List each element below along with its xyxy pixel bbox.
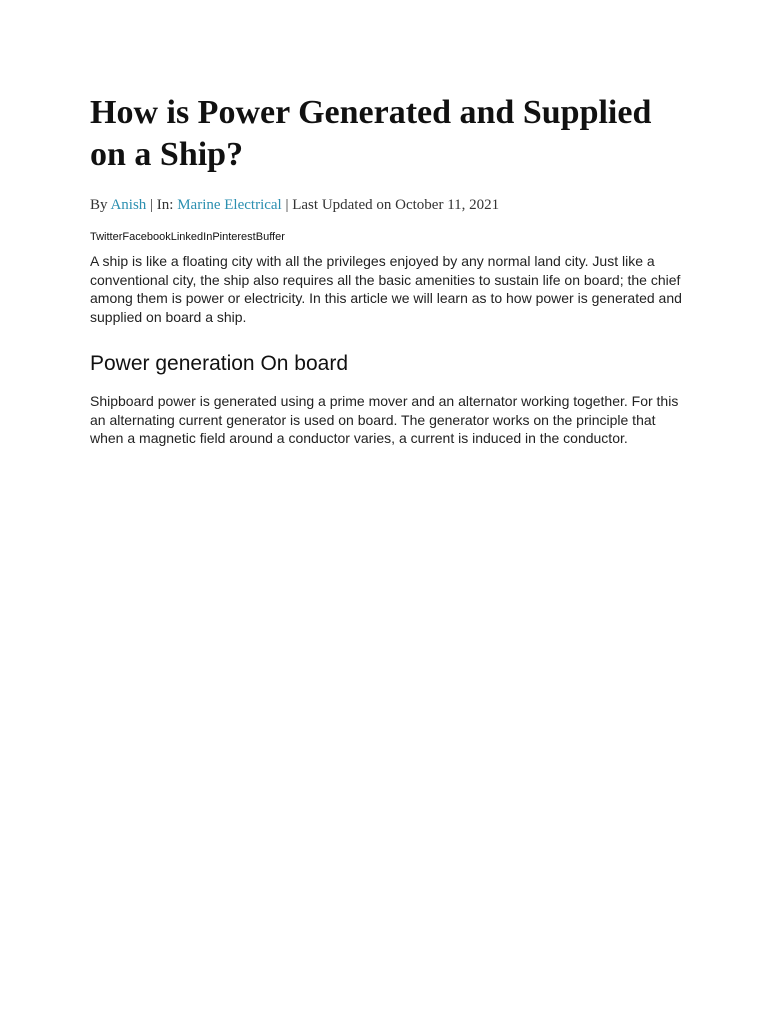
share-pinterest[interactable]: Pinterest [212,231,256,243]
intro-paragraph: A ship is like a floating city with all the privileges enjoyed by any normal land city. Just like a conventional city, the ship also requires all the basic amenities to sustain life on board; the chief among them is power or electricity. In this article we will learn as to how power is generated and supplied on board a ship. [90,253,682,325]
share-linkedin[interactable]: LinkedIn [170,231,213,243]
author-link[interactable]: Anish [110,197,147,213]
by-prefix: By [90,197,111,213]
in-prefix: | In: [146,197,178,213]
section-heading: Power generation On board [90,352,348,375]
share-bar [90,230,690,244]
article [90,92,690,448]
share-buffer[interactable]: Buffer [255,231,285,243]
last-updated: | Last Updated on October 11, 2021 [281,197,500,213]
category-link[interactable]: Marine Electrical [177,197,282,213]
page-title: How is Power Generated and Supplied on a Ship? [90,94,652,173]
article-meta [90,195,690,215]
section-paragraph: Shipboard power is generated using a prime mover and an alternator working together. For this an alternating current generator is used on board. The generator works on the principle that when a magnetic field around a conductor varies, a current is induced in the conductor. [90,393,679,446]
share-twitter[interactable]: Twitter [90,231,123,243]
share-facebook[interactable]: Facebook [122,231,171,243]
